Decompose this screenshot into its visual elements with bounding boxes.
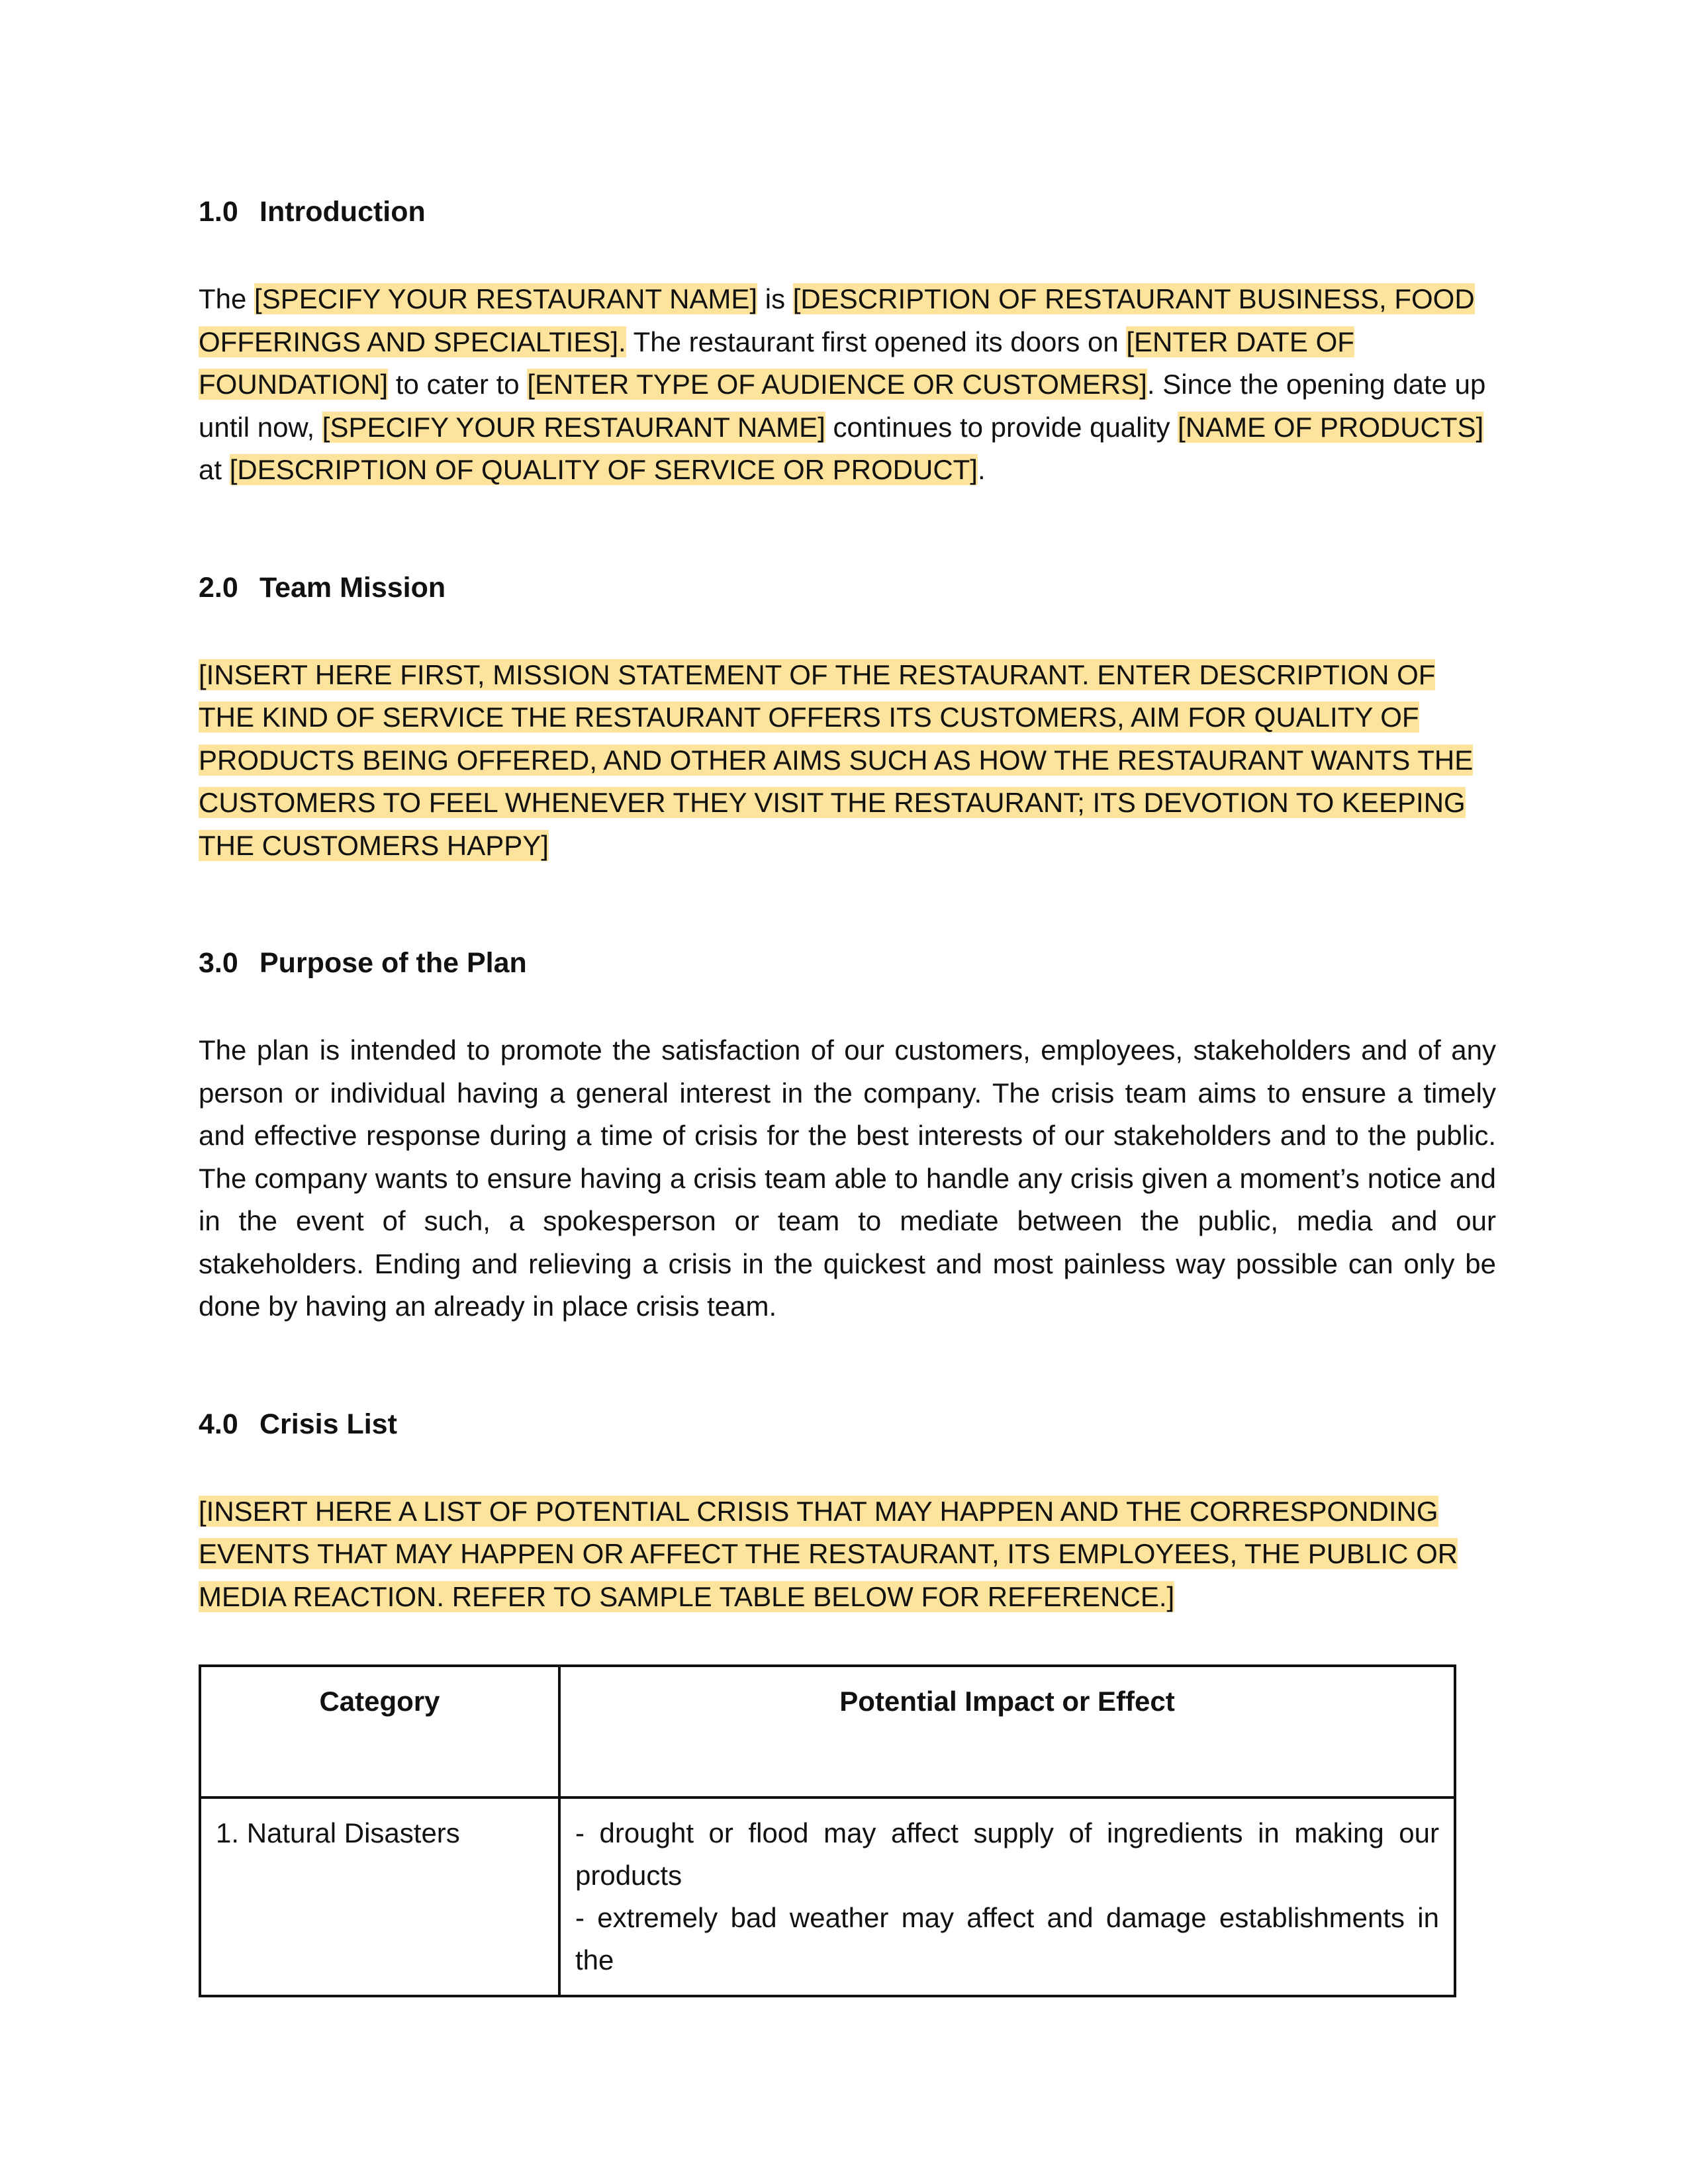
table-row (200, 1797, 1455, 1996)
section-number: 2.0 (199, 571, 238, 604)
placeholder-product-names: [NAME OF PRODUCTS] (1178, 411, 1484, 443)
intro-text: . (977, 454, 986, 485)
section-title: Introduction (259, 196, 426, 228)
impact-line: - extremely bad weather may affect and damage establishments in the (575, 1902, 1439, 1976)
column-header-category: Category (200, 1666, 559, 1797)
section-number: 3.0 (199, 947, 238, 979)
purpose-paragraph: The plan is intended to promote the satisfaction of our customers, employees, stakeholders and of any person or individual having a general interest in the company. The crisis team aims to ensure a timely and effective response during a time of crisis for the best interests of our stakeholders and to the public. The company wants to ensure having a crisis team able to handle any crisis given a moment’s notice and in the event of such, a spokesperson or team to mediate between the public, media and our stakeholders. Ending and relieving a crisis in the quickest and most painless way possible can only be done by having an already in place crisis team. (199, 1034, 1496, 1322)
section-title: Team Mission (259, 571, 446, 604)
impact-line: - drought or flood may affect supply of ingredients in making our products (575, 1817, 1439, 1891)
section-title: Purpose of the Plan (259, 947, 527, 979)
placeholder-foundation-date: [ENTER DATE OF FOUNDATION] (199, 326, 1354, 400)
placeholder-restaurant-name: [SPECIFY YOUR RESTAURANT NAME] (254, 283, 758, 314)
placeholder-crisis-list: [INSERT HERE A LIST OF POTENTIAL CRISIS THAT MAY HAPPEN AND THE CORRESPONDING EVENTS THAT MAY HAPPEN OR AFFECT THE RESTAURANT, ITS EMPLOYEES, THE PUBLIC OR MEDIA REACTION. REFER TO SAMPLE TABLE BELOW FOR REFERENCE.] (199, 1495, 1458, 1612)
intro-paragraph (199, 278, 1496, 492)
placeholder-restaurant-name: [SPECIFY YOUR RESTAURANT NAME] (322, 411, 825, 443)
column-header-impact: Potential Impact or Effect (559, 1666, 1455, 1797)
intro-text: The (199, 283, 255, 314)
document-page (199, 192, 1496, 1997)
section-heading-introduction (199, 192, 1496, 232)
intro-text: at (199, 454, 230, 485)
placeholder-mission-statement: [INSERT HERE FIRST, MISSION STATEMENT OF THE RESTAURANT. ENTER DESCRIPTION OF THE KIND OF SERVICE THE RESTAURANT OFFERS ITS CUSTOMERS, AIM FOR QUALITY OF PRODUCTS BEING OFFERED, AND OTHER AIMS SUCH AS HOW THE RESTAURANT WANTS THE CUSTOMERS TO FEEL WHENEVER THEY VISIT THE RESTAURANT; ITS DEVOTION TO KEEPING THE CUSTOMERS HAPPY] (199, 659, 1474, 861)
section-title: Crisis List (259, 1408, 397, 1440)
section-heading-team-mission (199, 568, 1496, 608)
mission-paragraph (199, 654, 1496, 868)
placeholder-audience-type: [ENTER TYPE OF AUDIENCE OR CUSTOMERS] (527, 369, 1147, 400)
section-heading-crisis-list (199, 1404, 1496, 1444)
category-cell: 1. Natural Disasters (200, 1797, 559, 1996)
crisis-list-paragraph (199, 1490, 1496, 1619)
intro-text: . Since the opening date up until now, (199, 369, 1486, 443)
section-number: 4.0 (199, 1408, 238, 1440)
intro-text: to cater to (388, 369, 528, 400)
section-heading-purpose (199, 943, 1496, 983)
intro-text: is (757, 283, 793, 314)
table-header-row (200, 1666, 1455, 1797)
intro-text: continues to provide quality (825, 411, 1178, 443)
impact-cell (559, 1797, 1455, 1996)
section-number: 1.0 (199, 196, 238, 228)
placeholder-quality-description: [DESCRIPTION OF QUALITY OF SERVICE OR PRODUCT] (229, 454, 978, 485)
crisis-table (199, 1664, 1456, 1997)
placeholder-business-description: [DESCRIPTION OF RESTAURANT BUSINESS, FOOD OFFERINGS AND SPECIALTIES]. (199, 283, 1475, 357)
intro-text: The restaurant first opened its doors on (626, 326, 1127, 357)
